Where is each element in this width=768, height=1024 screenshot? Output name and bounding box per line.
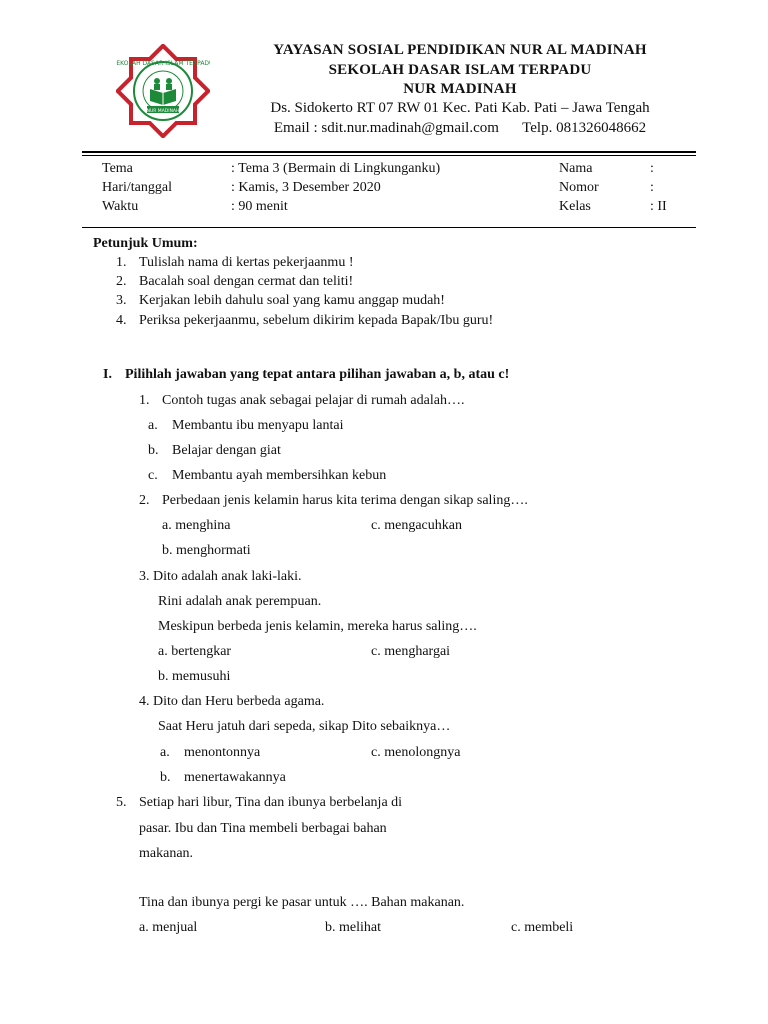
kelas-value: : II [650, 199, 667, 214]
petunjuk-item: Periksa pekerjaanmu, sebelum dikirim kepada Bapak/Ibu guru! [139, 313, 494, 328]
question-1-text: Contoh tugas anak sebagai pelajar di rumah adalah…. [162, 393, 465, 408]
nama-field[interactable]: : [650, 161, 654, 176]
school-email: Email : sdit.nur.madinah@gmail.com [273, 120, 499, 136]
question-4-text: Saat Heru jatuh dari sepeda, sikap Dito sebaiknya… [158, 719, 451, 734]
hari-value: : Kamis, 3 Desember 2020 [231, 180, 381, 195]
logo-banner-text: NUR MADINAH [146, 109, 180, 114]
foundation-name: YAYASAN SOSIAL PENDIDIKAN NUR AL MADINAH [273, 42, 647, 58]
info-rule [82, 227, 696, 228]
kelas-label: Kelas [559, 199, 591, 214]
school-logo [116, 44, 210, 138]
question-5-text: makanan. [139, 846, 194, 861]
q5-option-a[interactable]: a. menjual [139, 920, 198, 935]
question-4-text: 4. Dito dan Heru berbeda agama. [139, 694, 325, 709]
question-3-text: 3. Dito adalah anak laki-laki. [139, 569, 302, 584]
nomor-field[interactable]: : [650, 180, 654, 195]
school-contact [200, 120, 720, 137]
question-5-prompt: Tina dan ibunya pergi ke pasar untuk …. Bahan makanan. [139, 895, 465, 910]
tema-value: : Tema 3 (Bermain di Lingkunganku) [231, 161, 441, 176]
q4-option-a[interactable]: menontonnya [184, 745, 261, 760]
school-address: Ds. Sidokerto RT 07 RW 01 Kec. Pati Kab. Pati – Jawa Tengah [270, 100, 650, 116]
q1-option-b[interactable]: Belajar dengan giat [172, 443, 281, 458]
petunjuk-item: Kerjakan lebih dahulu soal yang kamu anggap mudah! [139, 293, 445, 308]
petunjuk-item: Bacalah soal dengan cermat dan teliti! [139, 274, 354, 289]
q5-option-b[interactable]: b. melihat [325, 920, 381, 935]
school-type: SEKOLAH DASAR ISLAM TERPADU [328, 62, 592, 78]
tema-label: Tema [102, 161, 133, 176]
petunjuk-num: 2. [116, 274, 127, 289]
petunjuk-title: Petunjuk Umum: [93, 236, 198, 251]
question-number: 5. [116, 795, 127, 810]
option-label: b. [160, 770, 171, 785]
q3-option-a[interactable]: a. bertengkar [158, 644, 232, 659]
logo-ring-text: SEKOLAH DASAR ISLAM TERPADU [116, 60, 210, 67]
school-name: NUR MADINAH [403, 81, 517, 97]
question-3-text: Rini adalah anak perempuan. [158, 594, 322, 609]
petunjuk-num: 4. [116, 313, 127, 328]
waktu-label: Waktu [102, 199, 139, 214]
school-phone: Telp. 081326048662 [522, 120, 647, 136]
header-rule-thin [82, 155, 696, 156]
question-number: 2. [139, 493, 150, 508]
question-2-text: Perbedaan jenis kelamin harus kita terima dengan sikap saling…. [162, 493, 528, 508]
question-number: 1. [139, 393, 150, 408]
nama-label: Nama [559, 161, 593, 176]
option-label: b. [148, 443, 159, 458]
q3-option-c[interactable]: c. menghargai [371, 644, 451, 659]
question-5-text: Setiap hari libur, Tina dan ibunya berbelanja di [139, 795, 403, 810]
option-label: a. [148, 418, 158, 433]
option-label: a. [160, 745, 170, 760]
petunjuk-num: 3. [116, 293, 127, 308]
question-5-text: pasar. Ibu dan Tina membeli berbagai bahan [139, 821, 387, 836]
octagram-logo-icon [116, 44, 210, 138]
q2-option-b[interactable]: b. menghormati [162, 543, 251, 558]
q4-option-b[interactable]: menertawakannya [184, 770, 286, 785]
nomor-label: Nomor [559, 180, 599, 195]
petunjuk-item: Tulislah nama di kertas pekerjaanmu ! [139, 255, 354, 270]
section-title: Pilihlah jawaban yang tepat antara pilihan jawaban a, b, atau c! [125, 367, 510, 382]
q2-option-a[interactable]: a. menghina [162, 518, 231, 533]
q3-option-b[interactable]: b. memusuhi [158, 669, 231, 684]
q2-option-c[interactable]: c. mengacuhkan [371, 518, 462, 533]
header-rule-thick [82, 151, 696, 153]
q5-option-c[interactable]: c. membeli [511, 920, 574, 935]
q1-option-c[interactable]: Membantu ayah membersihkan kebun [172, 468, 387, 483]
waktu-value: : 90 menit [231, 199, 288, 214]
question-3-text: Meskipun berbeda jenis kelamin, mereka harus saling…. [158, 619, 477, 634]
option-label: c. [148, 468, 158, 483]
petunjuk-num: 1. [116, 255, 127, 270]
q4-option-c[interactable]: c. menolongnya [371, 745, 461, 760]
q1-option-a[interactable]: Membantu ibu menyapu lantai [172, 418, 344, 433]
hari-label: Hari/tanggal [102, 180, 172, 195]
section-numeral: I. [103, 367, 112, 382]
